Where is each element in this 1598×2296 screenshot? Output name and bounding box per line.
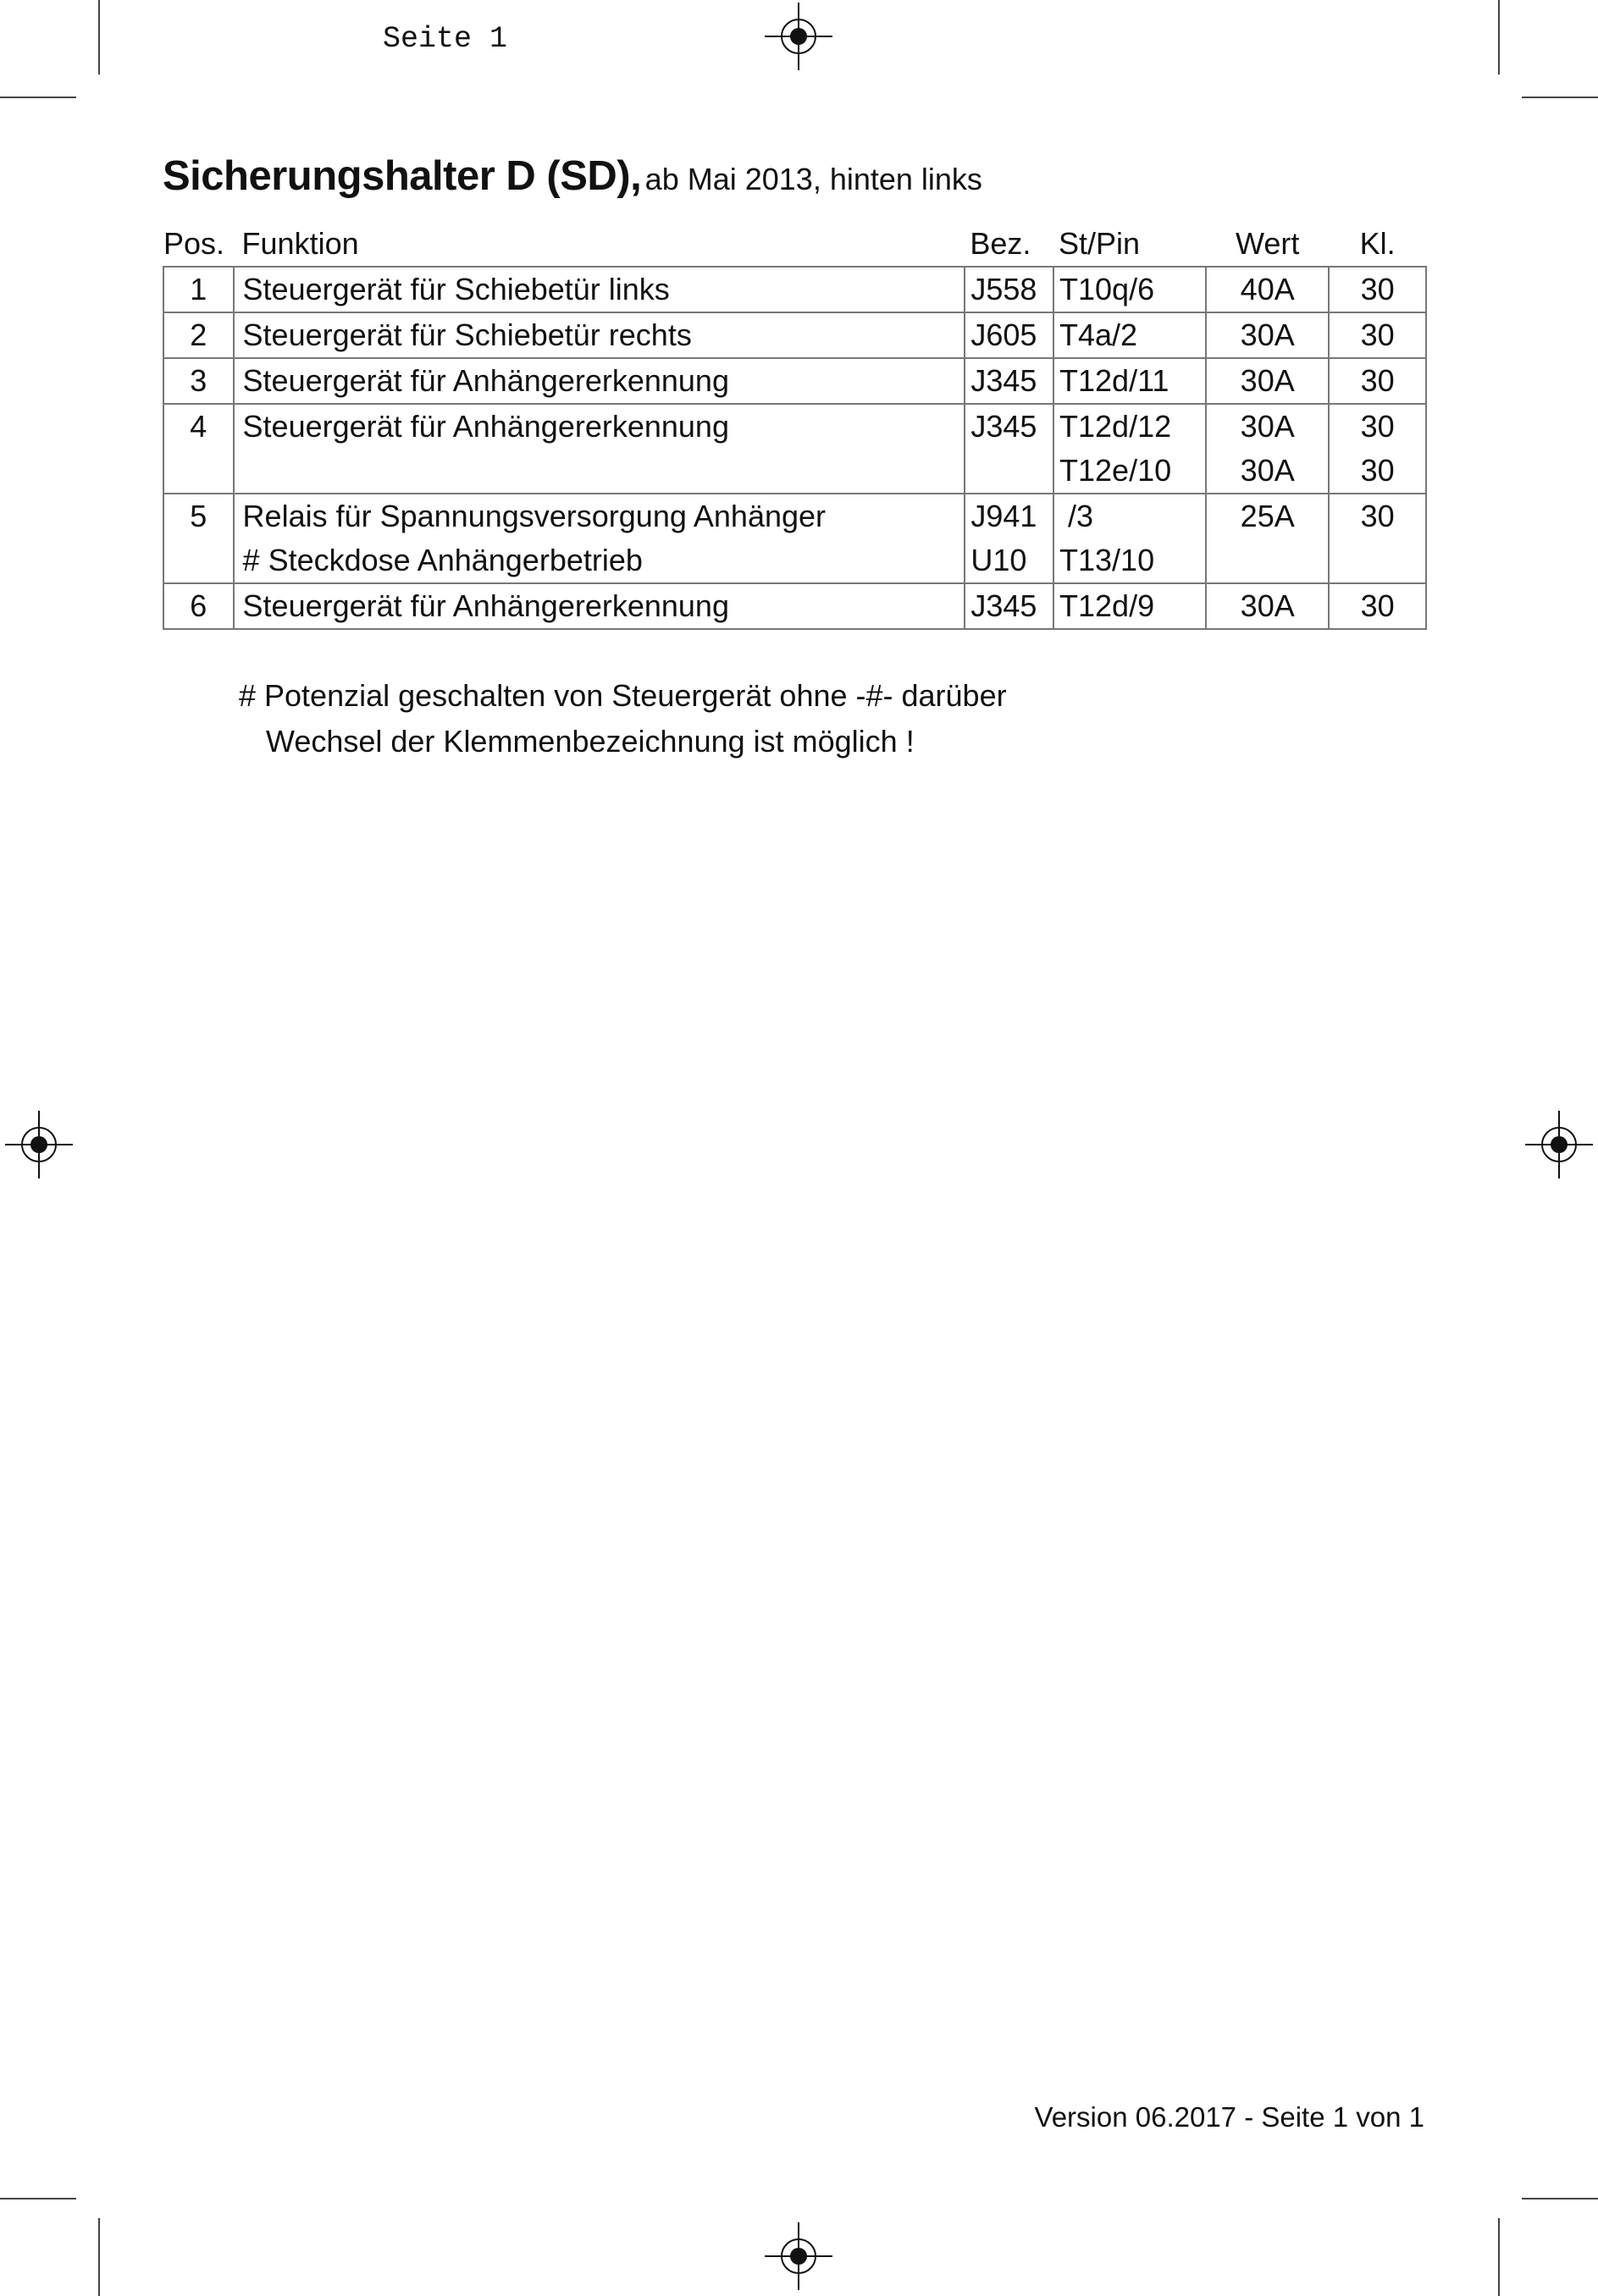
crop-mark xyxy=(98,0,100,75)
page-label: Seite 1 xyxy=(383,22,508,56)
crop-mark xyxy=(1498,0,1500,75)
cell-wert: 30A xyxy=(1206,312,1329,358)
crop-mark xyxy=(1522,2198,1598,2199)
cell-wert: 30A xyxy=(1206,404,1329,449)
page-title-subtitle: ab Mai 2013, hinten links xyxy=(644,162,982,196)
version-footer: Version 06.2017 - Seite 1 von 1 xyxy=(1034,2101,1424,2133)
cell-kl xyxy=(1329,538,1426,583)
cell-pos: 1 xyxy=(163,267,234,312)
cell-pos xyxy=(163,538,234,583)
cell-kl: 30 xyxy=(1329,404,1426,449)
table-row xyxy=(163,358,1426,404)
cell-bez: J345 xyxy=(965,404,1053,449)
cell-wert: 40A xyxy=(1206,267,1329,312)
page-title xyxy=(163,152,982,200)
cell-wert: 30A xyxy=(1206,583,1329,629)
table-row xyxy=(163,267,1426,312)
footnote-line: # Potenzial geschalten von Steuergerät ohne -#- darüber xyxy=(239,678,1007,713)
cell-pos: 5 xyxy=(163,494,234,538)
cell-funktion: Steuergerät für Schiebetür rechts xyxy=(234,312,965,358)
cell-st-pin: T12e/10 xyxy=(1053,449,1206,494)
table-row xyxy=(163,404,1426,449)
cell-pos: 2 xyxy=(163,312,234,358)
cell-wert: 25A xyxy=(1206,494,1329,538)
column-header-wert: Wert xyxy=(1236,226,1300,261)
cell-st-pin: T12d/9 xyxy=(1053,583,1206,629)
cell-funktion: Steuergerät für Schiebetür links xyxy=(234,267,965,312)
crop-mark xyxy=(1498,2218,1500,2296)
table-header-row xyxy=(163,222,1426,267)
cell-pos: 4 xyxy=(163,404,234,449)
cell-funktion: # Steckdose Anhängerbetrieb xyxy=(234,538,965,583)
cell-kl: 30 xyxy=(1329,312,1426,358)
cell-pos: 6 xyxy=(163,583,234,629)
cell-st-pin: T10q/6 xyxy=(1053,267,1206,312)
crop-mark xyxy=(0,2198,76,2199)
footnote-line: Wechsel der Klemmenbezeichnung ist möglich ! xyxy=(266,724,915,759)
cell-bez: J345 xyxy=(965,583,1053,629)
column-header-funktion: Funktion xyxy=(241,226,359,261)
cell-pos: 3 xyxy=(163,358,234,404)
crop-mark xyxy=(0,97,76,98)
cell-wert: 30A xyxy=(1206,449,1329,494)
cell-funktion: Steuergerät für Anhängererkennung xyxy=(234,358,965,404)
cell-kl: 30 xyxy=(1329,267,1426,312)
registration-mark-icon xyxy=(5,1111,73,1178)
cell-wert: 30A xyxy=(1206,358,1329,404)
registration-mark-icon xyxy=(1525,1111,1593,1178)
table-row xyxy=(163,494,1426,538)
cell-st-pin: /3 xyxy=(1053,494,1206,538)
column-header-pos: Pos. xyxy=(163,226,225,261)
table-row xyxy=(163,583,1426,629)
cell-st-pin: T12d/11 xyxy=(1053,358,1206,404)
cell-pos xyxy=(163,449,234,494)
cell-kl: 30 xyxy=(1329,449,1426,494)
table-row xyxy=(163,312,1426,358)
fuse-table xyxy=(163,222,1427,630)
cell-funktion xyxy=(234,449,965,494)
column-header-bez: Bez. xyxy=(970,226,1031,261)
cell-funktion: Steuergerät für Anhängererkennung xyxy=(234,404,965,449)
registration-mark-icon xyxy=(765,3,832,70)
cell-bez: U10 xyxy=(965,538,1053,583)
cell-bez: J558 xyxy=(965,267,1053,312)
crop-mark xyxy=(98,2218,100,2296)
table-row xyxy=(163,449,1426,494)
cell-bez: J605 xyxy=(965,312,1053,358)
footnote xyxy=(239,673,1007,764)
cell-st-pin: T13/10 xyxy=(1053,538,1206,583)
cell-kl: 30 xyxy=(1329,358,1426,404)
crop-mark xyxy=(1522,97,1598,98)
table-row xyxy=(163,538,1426,583)
cell-st-pin: T4a/2 xyxy=(1053,312,1206,358)
cell-wert xyxy=(1206,538,1329,583)
cell-st-pin: T12d/12 xyxy=(1053,404,1206,449)
cell-funktion: Steuergerät für Anhängererkennung xyxy=(234,583,965,629)
cell-kl: 30 xyxy=(1329,583,1426,629)
cell-bez: J941 xyxy=(965,494,1053,538)
cell-bez xyxy=(965,449,1053,494)
cell-kl: 30 xyxy=(1329,494,1426,538)
column-header-st-pin: St/Pin xyxy=(1059,226,1141,261)
registration-mark-icon xyxy=(765,2222,832,2290)
page-title-main: Sicherungshalter D (SD), xyxy=(163,153,642,199)
column-header-kl: Kl. xyxy=(1359,226,1396,261)
cell-bez: J345 xyxy=(965,358,1053,404)
cell-funktion: Relais für Spannungsversorgung Anhänger xyxy=(234,494,965,538)
